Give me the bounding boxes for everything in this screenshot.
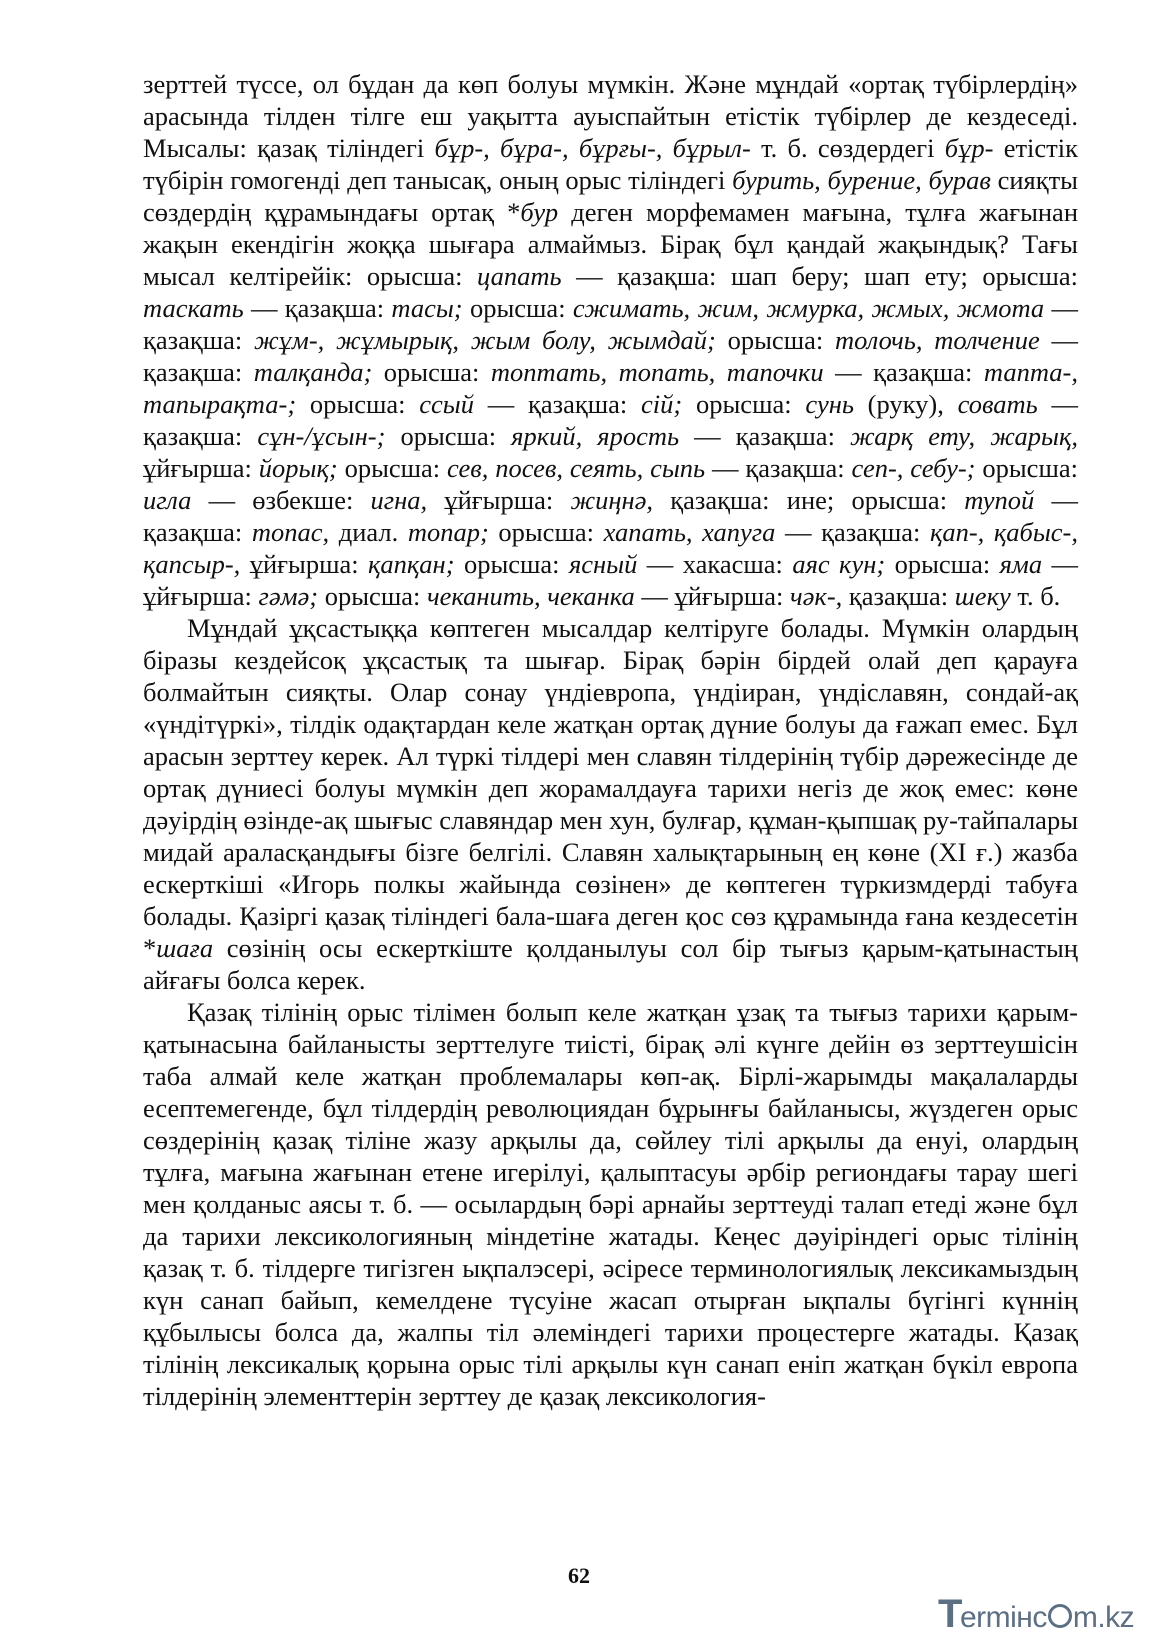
text-run: — хакасша: [637, 549, 793, 579]
italic-text-run: бұр-, бұра-, бұрғы-, бұрыл- [434, 133, 751, 163]
page-number: 62 [568, 1563, 590, 1588]
paragraph-2 [143, 612, 1078, 996]
italic-text-run: игна, [370, 485, 428, 515]
italic-text-run: совать [957, 389, 1038, 419]
italic-text-run: сжимать, жим, жмурка, жмых, жмота [572, 293, 1045, 323]
text-run: орысша: [385, 421, 512, 451]
text-run: ұйғырша: [427, 485, 571, 515]
italic-text-run: чеканить, чеканка [426, 581, 635, 611]
italic-text-run: тасы; [391, 293, 463, 323]
text-run: қазақша: [842, 581, 955, 611]
text-run: орысша: [715, 325, 835, 355]
watermark-ring-icon [1048, 1604, 1072, 1628]
italic-text-run: шаға [156, 933, 214, 963]
watermark-text-end: m.kz [1072, 1601, 1135, 1634]
text-run: зерттей түссе, ол бұдан да көп болуы мүмкін. Және мұндай «ортақ түбірлердің» арасында тілден тілге еш уақытта ауыспайтын етістік түбірлер де кездеседі. Мысалы: қазақ тіліндегі [143, 69, 1078, 163]
italic-text-run: қап-, қабыс-, қапсыр-, [143, 517, 1078, 579]
italic-text-run: шеку [954, 581, 1011, 611]
text-run: орысша: [454, 549, 569, 579]
text-run: — қазақша: [705, 453, 852, 483]
text-run: диал. [329, 517, 408, 547]
italic-text-run: талқанда; [253, 357, 373, 387]
italic-text-run: қапқан; [368, 549, 455, 579]
watermark-text-start: ermінc [959, 1601, 1047, 1634]
italic-text-run: яма [999, 549, 1043, 579]
text-run: — қазақша: [143, 485, 1078, 547]
italic-text-run: чәк-, [790, 581, 843, 611]
text-run: — ұйғырша: [143, 549, 1078, 611]
text-run: орысша: [318, 581, 427, 611]
text-run: орысша: [296, 389, 420, 419]
italic-text-run: топтать, топать, тапочки [490, 357, 824, 387]
paragraph-3 [143, 996, 1078, 1412]
italic-text-run: аяс кун; [792, 549, 886, 579]
text-run: ұйғырша: [143, 453, 259, 483]
text-run: орысша: [462, 293, 573, 323]
text-run: орысша: [885, 549, 1000, 579]
text-run: орысша: [682, 389, 806, 419]
italic-text-run: жиңнә, [570, 485, 654, 515]
italic-text-run: бур [520, 197, 559, 227]
italic-text-run: игла [143, 485, 192, 515]
italic-text-run: сій; [641, 389, 683, 419]
italic-text-run: бұр- [944, 133, 994, 163]
text-run: сияқты сөздердің құрамындағы ортақ * [143, 165, 1078, 227]
text-run: қазақша: ине; орысша: [653, 485, 965, 515]
paragraph-1 [143, 68, 1078, 612]
text-run: — қазақша: [775, 517, 930, 547]
italic-text-run: цапать [477, 261, 562, 291]
italic-text-run: сұн-/ұсын-; [257, 421, 386, 451]
italic-text-run: толочь, толчение [834, 325, 1040, 355]
italic-text-run: тупой [964, 485, 1035, 515]
text-run: Мұндай ұқсастыққа көптеген мысалдар келтіруге болады. Мүмкін олардың біразы кездейсоқ ұқсастық та шығар. Бірақ бәрін бірдей олай деп қарауға болмайтын сияқты. Олар сонау үндіевропа, үндіиран, үндіславян, сондай-ақ «үндітүркі», тілдік одақтардан келе жатқан ортақ дүние болуы да ғажап емес. Бұл арасын зерттеу керек. Ал түркі тілдері мен славян тілдерінің түбір дәрежесінде де ортақ дүниесі болуы мүмкін деп жорамалдауға тарихи негіз де жоқ емес: көне дәуірдің өзінде-ақ шығыс славяндар мен хун, булғар, құман-қыпшақ ру-тайпалары мидай араласқандығы бізге белгілі. Славян халықтарының ең көне (XI ғ.) жазба ескерткіші «Игорь полкы жайында сөзінен» де көптеген түркизмдерді табуға болады. Қазіргі қазақ тіліндегі бала-шаға деген қос сөз құрамында ғана кездесетін * [143, 613, 1078, 963]
italic-text-run: сев, посев, сеять, сыпь [447, 453, 706, 483]
italic-text-run: ссый [419, 389, 475, 419]
italic-text-run: жарқ ету, жарық, [849, 421, 1078, 451]
text-run: — қазақша: [474, 389, 642, 419]
text-run: (руку), [853, 389, 958, 419]
text-run: т. б. [1010, 581, 1061, 611]
italic-text-run: бурить, бурение, бурав [732, 165, 991, 195]
italic-text-run: яркий, ярость [511, 421, 680, 451]
italic-text-run: жұм-, жұмырық, жым болу, жымдай; [254, 325, 716, 355]
text-run: — қазақша: шап беру; шап ету; орысша: [561, 261, 1078, 291]
page-text [143, 68, 1078, 1412]
italic-text-run: топас, [251, 517, 330, 547]
italic-text-run: ясный [568, 549, 638, 579]
text-run: орысша: [488, 517, 604, 547]
italic-text-run: йорық; [258, 453, 338, 483]
text-run: — қазақша: [823, 357, 984, 387]
text-run: — ұйғырша: [634, 581, 791, 611]
italic-text-run: таскать [143, 293, 244, 323]
watermark-logo [938, 1594, 1148, 1634]
italic-text-run: гәмә; [258, 581, 319, 611]
italic-text-run: топар; [407, 517, 489, 547]
text-run: сөзінің осы ескерткіште қолданылуы сол бір тығыз қарым-қатынастың айғағы болса керек. [143, 933, 1078, 995]
watermark-initial: T [938, 1592, 962, 1636]
italic-text-run: хапать, хапуга [603, 517, 776, 547]
text-run: етістік түбірін гомогенді деп танысақ, оның орыс тіліндегі [143, 133, 1078, 195]
italic-text-run: сеп-, себу-; [851, 453, 976, 483]
text-run: т. б. сөздердегі [750, 133, 945, 163]
italic-text-run: тапта-, тапырақта-; [143, 357, 1078, 419]
text-run: — өзбекше: [191, 485, 371, 515]
text-run: — қазақша: [143, 389, 1078, 451]
italic-text-run: сунь [805, 389, 854, 419]
text-run: деген морфемамен мағына, тұлға жағынан жақын екендігін жоққа шығара алмаймыз. Бірақ бұл қандай жақындық? Тағы мысал келтірейік: орысша: [143, 197, 1079, 291]
text-run: орысша: [337, 453, 448, 483]
text-run: — қазақша: [143, 293, 1078, 355]
text-run: орысша: [372, 357, 491, 387]
text-run: ұйғырша: [240, 549, 369, 579]
text-run: орысша: [975, 453, 1078, 483]
text-run: Қазақ тілінің орыс тілімен болып келе жатқан ұзақ та тығыз тарихи қарым-қатынасына байланысты зерттелуге тиісті, бірақ әлі күнге дейін өз зерттеушісін таба алмай келе жатқан проблемалары көп-ақ. Бірлі-жарымды мақалаларды есептемегенде, бұл тілдердің революциядан бұрынғы байланысы, жүздеген орыс сөздерінің қазақ тіліне жазу арқылы да, сөйлеу тілі арқылы да енуі, олардың тұлға, мағына жағынан етене игерілуі, қалыптасуы әрбір региондағы тарау шегі мен қолданыс аясы т. б. — осылардың бәрі арнайы зерттеуді талап етеді және бұл да тарихи лексикологияның міндетіне жатады. Кеңес дәуіріндегі орыс тілінің қазақ т. б. тілдерге тигізген ықпалэсері, әсіресе терминологиялық лексикамыздың күн санап байып, кемелдене түсуіне жасап отырған ықпалы бүгінгі күннің құбылысы болса да, жалпы тіл әлеміндегі тарихи процестерге жатады. Қазақ тілінің лексикалық қорына орыс тілі арқылы күн санап еніп жатқан бүкіл европа тілдерінің элементтерін зерттеу де қазақ лексикология- [143, 997, 1078, 1411]
text-run: — қазақша: [243, 293, 392, 323]
text-run: — қазақша: [143, 325, 1078, 387]
text-run: — қазақша: [679, 421, 850, 451]
